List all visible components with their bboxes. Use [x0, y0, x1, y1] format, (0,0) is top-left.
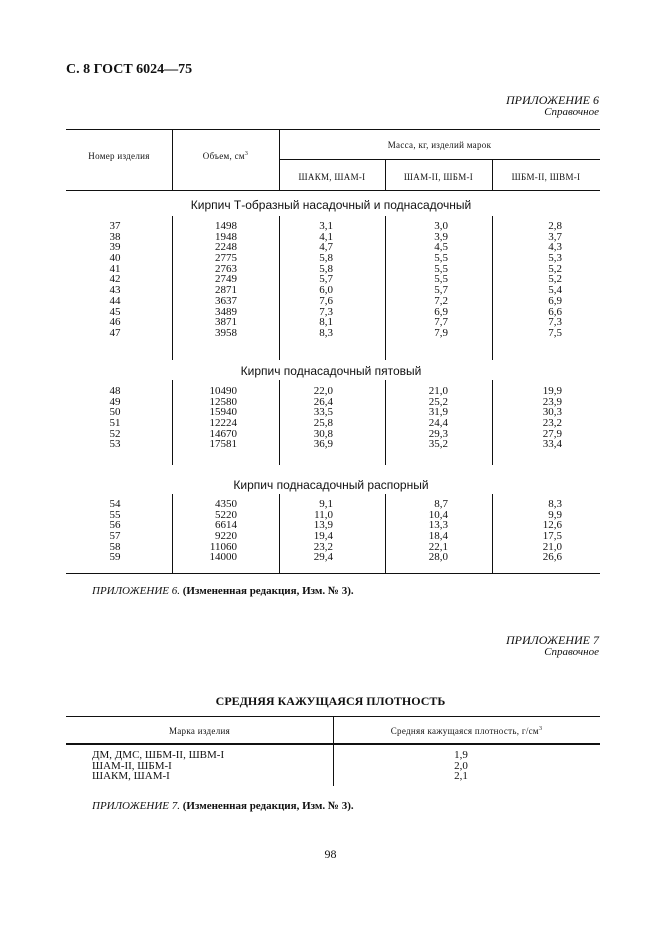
table1-vrule	[385, 216, 386, 360]
col-header-density-text: Средняя кажущаяся плотность, г/см	[390, 726, 539, 736]
table-cell: 23,2	[313, 540, 333, 553]
table-cell: 1,9	[454, 749, 468, 761]
table-cell: 14670	[209, 427, 237, 440]
table1-vrule	[172, 380, 173, 465]
table-cell: 4,3	[548, 241, 562, 254]
table-cell: 3,9	[434, 230, 448, 243]
table-cell: 12,6	[542, 519, 562, 532]
col-header-grade-3: ШБМ-II, ШВМ-I	[511, 172, 581, 182]
table-cell: 39	[109, 241, 121, 254]
table-cell: 12580	[209, 395, 237, 408]
table-cell: 38	[109, 230, 121, 243]
appendix-6-subtitle: Справочное	[544, 106, 599, 118]
column-product-no	[100, 221, 130, 339]
table-cell: 6,6	[548, 305, 562, 318]
table-cell: 4,5	[434, 241, 448, 254]
table-cell: 30,3	[542, 406, 562, 419]
table-cell: ДМ, ДМС, ШБМ-II, ШВМ-I	[92, 749, 225, 761]
appendix-7-subtitle: Справочное	[544, 646, 599, 658]
table-cell: 29,3	[428, 427, 448, 440]
col-header-density	[333, 726, 600, 736]
table-cell: 9220	[215, 530, 237, 543]
column-mass-grade-3	[516, 386, 562, 450]
table-cell: 55	[109, 508, 121, 521]
table1-header-mid-rule	[279, 159, 600, 160]
table-cell: 4,7	[319, 241, 333, 254]
table-cell: 36,9	[313, 438, 333, 451]
table-cell: 7,3	[548, 316, 562, 329]
table-cell: 7,5	[548, 326, 562, 339]
table1-vrule	[279, 216, 280, 360]
table-cell: 40	[109, 252, 121, 265]
table-cell: 54	[109, 498, 121, 510]
col-header-volume-text: Объем, см	[202, 151, 245, 161]
page-number: 98	[324, 847, 337, 861]
table-cell: 11,0	[314, 508, 333, 521]
table-cell: 5,5	[434, 273, 448, 286]
table-cell: 21,0	[428, 385, 448, 397]
column-mass-grade-2	[402, 499, 448, 563]
table1-vrule	[492, 380, 493, 465]
table-cell: 8,3	[548, 498, 562, 510]
table-cell: 10,4	[428, 508, 448, 521]
table-cell: 22,1	[428, 540, 448, 553]
table1-header-bottom-rule	[66, 190, 600, 191]
table1-vrule	[385, 380, 386, 465]
note-6-ref: ПРИЛОЖЕНИЕ 6.	[92, 585, 180, 597]
table-cell: 17,5	[542, 530, 562, 543]
table-cell: 1498	[215, 220, 237, 232]
table-cell: 24,4	[428, 417, 448, 430]
col-header-volume-sup: 3	[244, 151, 249, 157]
table-cell: 2,8	[548, 220, 562, 232]
table-cell: 22,0	[313, 385, 333, 397]
table-cell: 26,4	[313, 395, 333, 408]
table-cell: 15940	[209, 406, 237, 419]
table-cell: 6,0	[319, 284, 333, 297]
section-title-2: Кирпич поднасадочный пятовый	[240, 364, 422, 378]
table-cell: 28,0	[428, 551, 448, 564]
table-cell: 5,7	[319, 273, 333, 286]
table-cell: 21,0	[542, 540, 562, 553]
table-cell: 17581	[209, 438, 237, 451]
table-cell: 5,4	[548, 284, 562, 297]
col-header-grade-2: ШАМ-II, ШБМ-I	[403, 172, 474, 182]
table-cell: 4,1	[319, 230, 333, 243]
table-cell: 3,1	[319, 220, 333, 232]
table-cell: 42	[109, 273, 121, 286]
table-cell: 9,9	[548, 508, 562, 521]
table-cell: 5,3	[548, 252, 562, 265]
table-cell: 3,0	[434, 220, 448, 232]
table-cell: 51	[109, 417, 121, 430]
table-cell: 2749	[215, 273, 237, 286]
column-mass-grade-1	[287, 386, 333, 450]
col-header-volume	[172, 151, 279, 161]
table1-vrule	[279, 380, 280, 465]
table-cell: 5,5	[434, 262, 448, 275]
appendix-6-title: ПРИЛОЖЕНИЕ 6	[506, 93, 599, 107]
table-cell: 8,1	[319, 316, 333, 329]
table1-vrule	[172, 216, 173, 360]
col-header-mass-group: Масса, кг, изделий марок	[387, 140, 492, 150]
table-cell: ШАКМ, ШАМ-I	[92, 770, 170, 782]
table-cell: 6614	[215, 519, 237, 532]
table-cell: 7,9	[434, 326, 448, 339]
column-product-no	[100, 386, 130, 450]
table-cell: 56	[109, 519, 121, 532]
table-cell: 19,4	[313, 530, 333, 543]
table-cell: 50	[109, 406, 121, 419]
table-cell: 3489	[215, 305, 237, 318]
table-cell: 9,1	[319, 498, 333, 510]
col-header-product-no: Номер изделия	[88, 151, 150, 161]
note-7-ref: ПРИЛОЖЕНИЕ 7.	[92, 800, 180, 812]
table1-vrule	[492, 216, 493, 360]
column-volume	[175, 386, 237, 450]
section-title-3: Кирпич поднасадочный распорный	[233, 478, 429, 492]
table-cell: 19,9	[542, 385, 562, 397]
table-cell: 49	[109, 395, 121, 408]
table-cell: 59	[109, 551, 121, 564]
table1-vrule	[492, 494, 493, 573]
table-cell: 33,4	[542, 438, 562, 451]
table-cell: 37	[109, 220, 121, 232]
note-7-change: (Измененная редакция, Изм. № 3).	[182, 800, 354, 812]
table-cell: 52	[109, 427, 121, 440]
table-cell: 29,4	[313, 551, 333, 564]
table-cell: 5,2	[548, 273, 562, 286]
col-header-grade-1: ШАКМ, ШАМ-I	[298, 172, 366, 182]
table1-vrule	[385, 494, 386, 573]
appendix-6-note	[92, 585, 354, 597]
table-cell: 48	[109, 385, 121, 397]
table-cell: 6,9	[434, 305, 448, 318]
table-cell: 4350	[215, 498, 237, 510]
density-value-column	[446, 750, 476, 782]
table-cell: 18,4	[428, 530, 448, 543]
column-mass-grade-2	[402, 221, 448, 339]
table1-bottom-rule	[66, 573, 600, 574]
table-cell: 5,8	[319, 262, 333, 275]
table-cell: 3871	[215, 316, 237, 329]
table-cell: 3958	[215, 326, 237, 339]
table-cell: 2763	[215, 262, 237, 275]
table-cell: 3637	[215, 294, 237, 307]
column-volume	[175, 499, 237, 563]
table1-top-rule	[66, 129, 600, 130]
column-mass-grade-2	[402, 386, 448, 450]
table-cell: 2,0	[454, 759, 468, 772]
table-cell: 26,6	[542, 551, 562, 564]
table-cell: 57	[109, 530, 121, 543]
table-cell: 1948	[215, 230, 237, 243]
table-cell: 45	[109, 305, 121, 318]
table1-vrule	[172, 494, 173, 573]
table-cell: 43	[109, 284, 121, 297]
col-header-product: Марка изделия	[168, 726, 231, 736]
table-cell: 35,2	[428, 438, 448, 451]
table-cell: 13,9	[313, 519, 333, 532]
table-cell: 47	[109, 326, 121, 339]
table-cell: 31,9	[428, 406, 448, 419]
table-cell: 7,6	[319, 294, 333, 307]
table-cell: 58	[109, 540, 121, 553]
table-cell: 23,9	[542, 395, 562, 408]
density-table-title: СРЕДНЯЯ КАЖУЩАЯСЯ ПЛОТНОСТЬ	[215, 694, 446, 708]
table-cell: 23,2	[542, 417, 562, 430]
table-cell: 5,5	[434, 252, 448, 265]
density-product-column	[92, 750, 224, 782]
table-cell: 27,9	[542, 427, 562, 440]
appendix-7-note	[92, 800, 354, 812]
table-cell: 13,3	[428, 519, 448, 532]
table-cell: 5,7	[434, 284, 448, 297]
table-cell: 6,9	[548, 294, 562, 307]
table-cell: 12224	[209, 417, 237, 430]
col-header-density-sup: 3	[538, 726, 543, 732]
table-cell: 7,7	[434, 316, 448, 329]
appendix-7-title: ПРИЛОЖЕНИЕ 7	[506, 633, 599, 647]
table-cell: 7,3	[319, 305, 333, 318]
table-cell: 14000	[209, 551, 237, 564]
page-header: С. 8 ГОСТ 6024—75	[66, 62, 193, 77]
table-cell: 5,2	[548, 262, 562, 275]
table-cell: 2,1	[454, 770, 468, 782]
table-cell: 5220	[215, 508, 237, 521]
table-cell: 11060	[209, 540, 237, 553]
table-cell: 3,7	[548, 230, 562, 243]
appendix-6-heading	[506, 94, 599, 118]
table-cell: 30,8	[313, 427, 333, 440]
table-cell: 2248	[215, 241, 237, 254]
column-mass-grade-3	[516, 499, 562, 563]
table-cell: 25,2	[428, 395, 448, 408]
note-6-change: (Измененная редакция, Изм. № 3).	[182, 585, 354, 597]
table-cell: 10490	[209, 385, 237, 397]
table-cell: 7,2	[434, 294, 448, 307]
column-mass-grade-1	[287, 499, 333, 563]
column-volume	[175, 221, 237, 339]
table-cell: 8,3	[319, 326, 333, 339]
table-cell: 2775	[215, 252, 237, 265]
column-mass-grade-3	[516, 221, 562, 339]
table-cell: 44	[109, 294, 121, 307]
table-cell: 41	[109, 262, 121, 275]
table1-vrule	[279, 494, 280, 573]
column-mass-grade-1	[287, 221, 333, 339]
appendix-7-heading	[506, 634, 599, 658]
table-cell: 25,8	[313, 417, 333, 430]
table-cell: 2871	[215, 284, 237, 297]
table-cell: 8,7	[434, 498, 448, 510]
table-cell: 46	[109, 316, 121, 329]
table-cell: ШАМ-II, ШБМ-I	[92, 759, 172, 772]
table-cell: 33,5	[313, 406, 333, 419]
table-cell: 5,8	[319, 252, 333, 265]
section-title-1: Кирпич Т-образный насадочный и поднасадочный	[190, 198, 472, 212]
table-cell: 53	[109, 438, 121, 451]
column-product-no	[100, 499, 130, 563]
